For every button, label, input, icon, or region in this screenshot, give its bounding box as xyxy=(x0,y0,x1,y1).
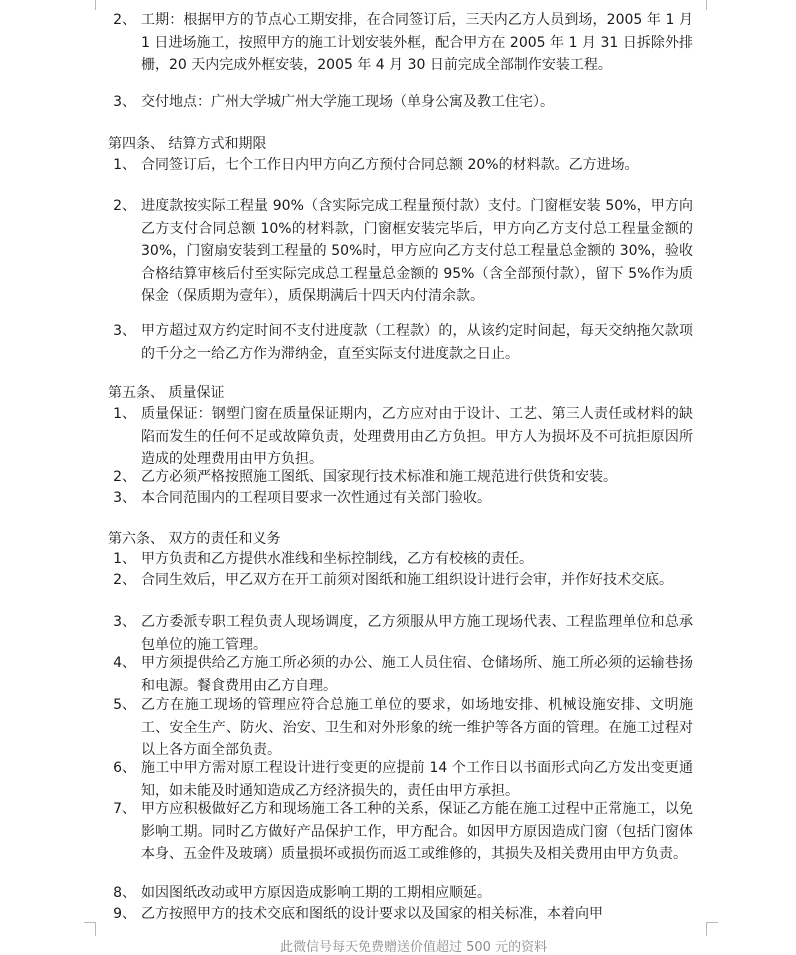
margin-mark-top-right xyxy=(706,0,707,10)
list-item xyxy=(108,903,693,926)
list-item xyxy=(108,154,693,177)
item-text: 质量保证：钢塑门窗在质量保证期内，乙方应对由于设计、工艺、第三人责任或材料的缺陷而发生的任何不足或故障负责，处理费用由乙方负担。甲方人为损坏及不可抗拒原因所造成的处理费用由甲方负担。 xyxy=(141,406,693,467)
margin-mark-bottom-right-h xyxy=(706,922,718,923)
margin-mark-bottom-left-v xyxy=(95,922,96,936)
item-number: 3、 xyxy=(113,94,136,110)
margin-mark-top-left xyxy=(95,0,96,10)
item-number: 8、 xyxy=(113,885,136,901)
list-item xyxy=(108,487,693,510)
item-text: 乙方在施工现场的管理应符合总施工单位的要求，如场地安排、机械设施安排、文明施工、安全生产、防火、治安、卫生和对外形象的统一维护等各方面的管理。在施工过程对以上各方面全部负责。 xyxy=(141,697,693,758)
item-number: 2、 xyxy=(113,12,136,28)
item-text: 本合同范围内的工程项目要求一次性通过有关部门验收。 xyxy=(141,490,491,506)
list-item xyxy=(108,91,693,114)
item-number: 7、 xyxy=(113,801,136,817)
list-item xyxy=(108,548,693,571)
section-heading: 第五条、 质量保证 xyxy=(108,385,225,401)
item-text: 甲方须提供给乙方施工所必须的办公、施工人员住宿、仓储场所、施工所必须的运输巷扬和电源。餐食费用由乙方自理。 xyxy=(141,655,693,694)
item-number: 4、 xyxy=(113,655,136,671)
section-heading: 第六条、 双方的责任和义务 xyxy=(108,531,281,547)
item-text: 乙方委派专职工程负责人现场调度，乙方须服从甲方施工现场代表、工程监理单位和总承包单位的施工管理。 xyxy=(141,614,693,653)
list-item xyxy=(108,569,693,592)
list-item xyxy=(108,9,693,77)
item-number: 5、 xyxy=(113,697,136,713)
item-number: 2、 xyxy=(113,469,136,485)
item-number: 1、 xyxy=(113,406,136,422)
section-heading: 第四条、 结算方式和期限 xyxy=(108,136,267,152)
item-number: 3、 xyxy=(113,614,136,630)
item-number: 3、 xyxy=(113,323,136,339)
list-item xyxy=(108,611,693,656)
item-text: 甲方超过双方约定时间不支付进度款（工程款）的，从该约定时间起，每天交纳拖欠款项的千分之一给乙方作为滞纳金，直至实际支付进度款之日止。 xyxy=(141,323,693,362)
list-item xyxy=(108,195,693,308)
list-item xyxy=(108,652,693,697)
list-item xyxy=(108,403,693,471)
list-item xyxy=(108,320,693,365)
item-number: 1、 xyxy=(113,551,136,567)
page-footer: 此微信号每天免费赠送价值超过 500 元的资料 xyxy=(280,940,548,955)
item-number: 3、 xyxy=(113,490,136,506)
item-text: 甲方负责和乙方提供水准线和坐标控制线，乙方有校核的责任。 xyxy=(141,551,533,567)
list-item xyxy=(108,798,693,866)
item-text: 进度款按实际工程量 90%（含实际完成工程量预付款）支付。门窗框安装 50%，甲方向乙方支付合同总额 10%的材料款，门窗框安装完毕后，甲方向乙方支付总工程量金额的 30%，门窗扇安装到工程量的 50%时，甲方应向乙方支付总工程量总金额的 30%，验收合格结算审核后付至实际完成总工程量总金额的 95%（含全部预付款），留下 5%作为质保金（保质期为壹年），质保期满后十四天内付清余款。 xyxy=(141,198,693,304)
item-number: 2、 xyxy=(113,572,136,588)
item-text: 合同签订后，七个工作日内甲方向乙方预付合同总额 20%的材料款。乙方进场。 xyxy=(141,157,639,173)
item-text: 乙方必须严格按照施工图纸、国家现行技术标准和施工规范进行供货和安装。 xyxy=(141,469,617,485)
item-number: 6、 xyxy=(113,760,136,776)
item-text: 交付地点：广州大学城广州大学施工现场（单身公寓及教工住宅）。 xyxy=(141,94,554,110)
item-number: 2、 xyxy=(113,198,136,214)
item-text: 甲方应积极做好乙方和现场施工各工种的关系，保证乙方能在施工过程中正常施工，以免影响工期。同时乙方做好产品保护工作，甲方配合。如因甲方原因造成门窗（包括门窗体本身、五金件及玻璃）质量损坏或损伤而返工或维修的，其损失及相关费用由甲方负责。 xyxy=(141,801,693,862)
item-text: 工期：根据甲方的节点心工期安排，在合同签订后，三天内乙方人员到场，2005 年 1 月 1 日进场施工，按照甲方的施工计划安装外框，配合甲方在 2005 年 1 月 31 日拆除外排栅，20 天内完成外框安装，2005 年 4 月 30 日前完成全部制作安装工程。 xyxy=(141,12,693,73)
item-number: 9、 xyxy=(113,906,136,922)
list-item xyxy=(108,694,693,762)
item-text: 如因图纸改动或甲方原因造成影响工期的工期相应顺延。 xyxy=(141,885,491,901)
list-item xyxy=(108,882,693,905)
margin-mark-bottom-right-v xyxy=(706,922,707,936)
item-text: 合同生效后，甲乙双方在开工前须对图纸和施工组织设计进行会审，并作好技术交底。 xyxy=(141,572,673,588)
item-number: 1、 xyxy=(113,157,136,173)
item-text: 乙方按照甲方的技术交底和图纸的设计要求以及国家的相关标准，本着向甲 xyxy=(141,906,603,922)
list-item xyxy=(108,757,693,802)
item-text: 施工中甲方需对原工程设计进行变更的应提前 14 个工作日以书面形式向乙方发出变更通知，如未能及时通知造成乙方经济损失的，责任由甲方承担。 xyxy=(141,760,693,799)
list-item xyxy=(108,466,693,489)
